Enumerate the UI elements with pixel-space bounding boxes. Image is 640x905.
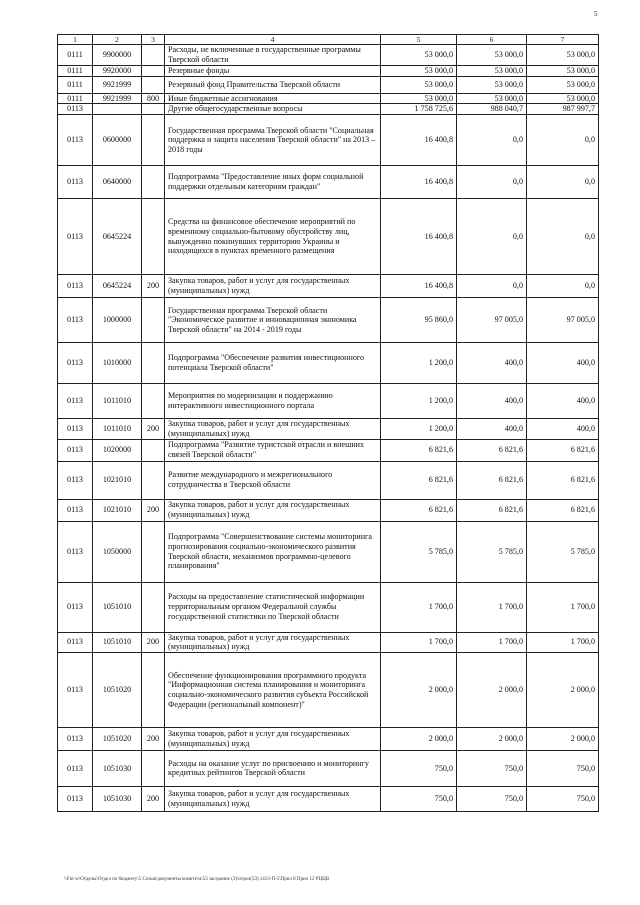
amount-year3-cell: 97 005,0 [527, 298, 599, 343]
expense-type-cell: 200 [142, 419, 165, 439]
amount-year1-cell: 53 000,0 [381, 66, 457, 77]
amount-year3-cell: 6 821,6 [527, 439, 599, 461]
amount-year1-cell: 53 000,0 [381, 45, 457, 66]
target-article-cell: 9921999 [93, 76, 142, 93]
amount-year1-cell: 1 700,0 [381, 582, 457, 632]
amount-year2-cell: 400,0 [457, 384, 527, 419]
table-row [58, 582, 599, 632]
target-article-cell: 1020000 [93, 439, 142, 461]
target-article-cell: 1000000 [93, 298, 142, 343]
item-description-cell: Резервный фонд Правительства Тверской области [165, 76, 381, 93]
target-article-cell: 0640000 [93, 166, 142, 199]
item-description-cell: Закупка товаров, работ и услуг для государственных (муниципальных) нужд [165, 632, 381, 652]
amount-year1-cell: 16 400,8 [381, 115, 457, 166]
amount-year2-cell: 97 005,0 [457, 298, 527, 343]
table-row [58, 521, 599, 582]
amount-year2-cell: 1 700,0 [457, 632, 527, 652]
budget-table [57, 34, 599, 812]
target-article-cell: 1051030 [93, 750, 142, 786]
expense-type-cell [142, 750, 165, 786]
amount-year2-cell: 6 821,6 [457, 439, 527, 461]
amount-year3-cell: 6 821,6 [527, 499, 599, 521]
section-code-cell: 0113 [58, 499, 93, 521]
amount-year1-cell: 6 821,6 [381, 499, 457, 521]
expense-type-cell [142, 343, 165, 384]
table-row [58, 461, 599, 499]
target-article-cell [93, 104, 142, 115]
item-description-cell: Другие общегосударственные вопросы [165, 104, 381, 115]
amount-year1-cell: 750,0 [381, 750, 457, 786]
amount-year1-cell: 95 860,0 [381, 298, 457, 343]
item-description-cell: Подпрограмма "Развитие туристской отрасли и внешних связей Тверской области" [165, 439, 381, 461]
amount-year2-cell: 6 821,6 [457, 499, 527, 521]
section-code-cell: 0113 [58, 582, 93, 632]
amount-year1-cell: 1 700,0 [381, 632, 457, 652]
section-code-cell: 0113 [58, 750, 93, 786]
amount-year2-cell: 750,0 [457, 750, 527, 786]
amount-year2-cell: 53 000,0 [457, 93, 527, 104]
amount-year3-cell: 400,0 [527, 419, 599, 439]
amount-year1-cell: 1 200,0 [381, 384, 457, 419]
target-article-cell: 1051010 [93, 632, 142, 652]
section-code-cell: 0113 [58, 521, 93, 582]
expense-type-cell [142, 652, 165, 727]
column-header: 7 [527, 35, 599, 45]
amount-year3-cell: 53 000,0 [527, 45, 599, 66]
expense-type-cell [142, 45, 165, 66]
target-article-cell: 1021010 [93, 461, 142, 499]
target-article-cell: 1051030 [93, 786, 142, 811]
column-header: 6 [457, 35, 527, 45]
item-description-cell: Подпрограмма "Предоставление иных форм социальной поддержки отдельным категориям граждан" [165, 166, 381, 199]
amount-year3-cell: 53 000,0 [527, 66, 599, 77]
amount-year3-cell: 53 000,0 [527, 76, 599, 93]
expense-type-cell [142, 166, 165, 199]
amount-year2-cell: 400,0 [457, 419, 527, 439]
amount-year1-cell: 1 200,0 [381, 343, 457, 384]
expense-type-cell: 200 [142, 632, 165, 652]
section-code-cell: 0113 [58, 115, 93, 166]
section-code-cell: 0113 [58, 652, 93, 727]
expense-type-cell [142, 582, 165, 632]
table-row [58, 786, 599, 811]
amount-year3-cell: 987 997,7 [527, 104, 599, 115]
target-article-cell: 1021010 [93, 499, 142, 521]
amount-year3-cell: 1 700,0 [527, 582, 599, 632]
amount-year2-cell: 988 040,7 [457, 104, 527, 115]
amount-year2-cell: 0,0 [457, 115, 527, 166]
table-row [58, 727, 599, 750]
section-code-cell: 0111 [58, 93, 93, 104]
table-row [58, 275, 599, 298]
amount-year1-cell: 2 000,0 [381, 727, 457, 750]
table-header-row [58, 35, 599, 45]
column-header: 2 [93, 35, 142, 45]
expense-type-cell [142, 66, 165, 77]
target-article-cell: 9900000 [93, 45, 142, 66]
amount-year2-cell: 53 000,0 [457, 66, 527, 77]
amount-year2-cell: 750,0 [457, 786, 527, 811]
page-number: 5 [594, 10, 598, 18]
amount-year2-cell: 400,0 [457, 343, 527, 384]
section-code-cell: 0113 [58, 199, 93, 275]
section-code-cell: 0113 [58, 384, 93, 419]
table-row [58, 652, 599, 727]
column-header: 3 [142, 35, 165, 45]
item-description-cell: Резервные фонды [165, 66, 381, 77]
column-header: 5 [381, 35, 457, 45]
target-article-cell: 1011010 [93, 384, 142, 419]
target-article-cell: 1011010 [93, 419, 142, 439]
target-article-cell: 1051010 [93, 582, 142, 632]
amount-year3-cell: 400,0 [527, 343, 599, 384]
target-article-cell: 9921999 [93, 93, 142, 104]
table-row [58, 199, 599, 275]
table-row [58, 298, 599, 343]
amount-year1-cell: 53 000,0 [381, 93, 457, 104]
amount-year3-cell: 0,0 [527, 115, 599, 166]
amount-year3-cell: 53 000,0 [527, 93, 599, 104]
column-header: 1 [58, 35, 93, 45]
target-article-cell: 0645224 [93, 199, 142, 275]
amount-year3-cell: 2 000,0 [527, 727, 599, 750]
target-article-cell: 0645224 [93, 275, 142, 298]
amount-year3-cell: 400,0 [527, 384, 599, 419]
table-row [58, 45, 599, 66]
target-article-cell: 1051020 [93, 652, 142, 727]
expense-type-cell [142, 439, 165, 461]
table-row [58, 750, 599, 786]
expense-type-cell: 800 [142, 93, 165, 104]
section-code-cell: 0113 [58, 786, 93, 811]
table-row [58, 343, 599, 384]
item-description-cell: Расходы, не включенные в государственные программы Тверской области [165, 45, 381, 66]
table-row [58, 166, 599, 199]
table-row [58, 632, 599, 652]
amount-year2-cell: 1 700,0 [457, 582, 527, 632]
section-code-cell: 0113 [58, 632, 93, 652]
item-description-cell: Подпрограмма "Совершенствование системы мониторинга прогнозирования социально-экономического развития Тверской области, механизмов программно-целевого планирования" [165, 521, 381, 582]
item-description-cell: Подпрограмма "Обеспечение развития инвестиционного потенциала Тверской области" [165, 343, 381, 384]
expense-type-cell [142, 199, 165, 275]
target-article-cell: 1050000 [93, 521, 142, 582]
amount-year1-cell: 5 785,0 [381, 521, 457, 582]
amount-year1-cell: 6 821,6 [381, 461, 457, 499]
item-description-cell: Обеспечение функционирования программного продукта "Информационная система планирования и мониторинга социально-экономического развития субъекта Российской Федерации (региональный компонент)" [165, 652, 381, 727]
table-row [58, 76, 599, 93]
item-description-cell: Мероприятия по модернизации и поддержанию интерактивного инвестиционного портала [165, 384, 381, 419]
section-code-cell: 0111 [58, 45, 93, 66]
amount-year2-cell: 0,0 [457, 166, 527, 199]
table-row [58, 104, 599, 115]
item-description-cell: Закупка товаров, работ и услуг для государственных (муниципальных) нужд [165, 786, 381, 811]
amount-year2-cell: 2 000,0 [457, 727, 527, 750]
target-article-cell: 1051020 [93, 727, 142, 750]
amount-year1-cell: 750,0 [381, 786, 457, 811]
amount-year1-cell: 1 758 725,6 [381, 104, 457, 115]
section-code-cell: 0111 [58, 76, 93, 93]
expense-type-cell [142, 76, 165, 93]
section-code-cell: 0113 [58, 343, 93, 384]
amount-year1-cell: 16 400,8 [381, 275, 457, 298]
table-row [58, 66, 599, 77]
item-description-cell: Государственная программа Тверской области "Социальная поддержка и защита населения Тверской области" на 2013 – 2018 годы [165, 115, 381, 166]
item-description-cell: Расходы на оказание услуг по присвоению и мониторингу кредитных рейтингов Тверской области [165, 750, 381, 786]
section-code-cell: 0113 [58, 104, 93, 115]
amount-year3-cell: 0,0 [527, 275, 599, 298]
table-row [58, 499, 599, 521]
amount-year2-cell: 5 785,0 [457, 521, 527, 582]
amount-year1-cell: 16 400,8 [381, 166, 457, 199]
table-row [58, 384, 599, 419]
amount-year3-cell: 750,0 [527, 786, 599, 811]
amount-year3-cell: 0,0 [527, 166, 599, 199]
amount-year1-cell: 53 000,0 [381, 76, 457, 93]
amount-year2-cell: 53 000,0 [457, 76, 527, 93]
target-article-cell: 1010000 [93, 343, 142, 384]
amount-year2-cell: 6 821,6 [457, 461, 527, 499]
amount-year2-cell: 53 000,0 [457, 45, 527, 66]
item-description-cell: Закупка товаров, работ и услуг для государственных (муниципальных) нужд [165, 499, 381, 521]
target-article-cell: 9920000 [93, 66, 142, 77]
file-path-footer: \\Fin-w\Отделы\Отдел по бюджету\5 Созыв\документы комитета\53 заседание (3)\отдел(53) 1413-П-5\Прил 8 Прил 12 РЦЦВ [64, 877, 330, 882]
expense-type-cell [142, 461, 165, 499]
table-row [58, 439, 599, 461]
amount-year1-cell: 2 000,0 [381, 652, 457, 727]
expense-type-cell [142, 115, 165, 166]
target-article-cell: 0600000 [93, 115, 142, 166]
amount-year3-cell: 6 821,6 [527, 461, 599, 499]
column-header: 4 [165, 35, 381, 45]
amount-year2-cell: 2 000,0 [457, 652, 527, 727]
amount-year3-cell: 1 700,0 [527, 632, 599, 652]
item-description-cell: Закупка товаров, работ и услуг для государственных (муниципальных) нужд [165, 727, 381, 750]
amount-year3-cell: 5 785,0 [527, 521, 599, 582]
expense-type-cell [142, 104, 165, 115]
amount-year1-cell: 1 200,0 [381, 419, 457, 439]
amount-year2-cell: 0,0 [457, 275, 527, 298]
item-description-cell: Закупка товаров, работ и услуг для государственных (муниципальных) нужд [165, 419, 381, 439]
amount-year3-cell: 2 000,0 [527, 652, 599, 727]
expense-type-cell [142, 521, 165, 582]
item-description-cell: Расходы на предоставление статистической информации территориальным органом Федеральной службы государственной статистики по Тверской области [165, 582, 381, 632]
section-code-cell: 0113 [58, 275, 93, 298]
amount-year1-cell: 16 400,8 [381, 199, 457, 275]
table-row [58, 93, 599, 104]
expense-type-cell: 200 [142, 786, 165, 811]
table-row [58, 419, 599, 439]
amount-year3-cell: 0,0 [527, 199, 599, 275]
expense-type-cell [142, 384, 165, 419]
amount-year1-cell: 6 821,6 [381, 439, 457, 461]
expense-type-cell [142, 298, 165, 343]
item-description-cell: Средства на финансовое обеспечение мероприятий по временному социально-бытовому обустройству лиц, вынужденно покинувших территорию Украины и находящихся в пунктах временного размещения [165, 199, 381, 275]
section-code-cell: 0113 [58, 419, 93, 439]
section-code-cell: 0113 [58, 166, 93, 199]
item-description-cell: Иные бюджетные ассигнования [165, 93, 381, 104]
section-code-cell: 0113 [58, 461, 93, 499]
section-code-cell: 0113 [58, 298, 93, 343]
expense-type-cell: 200 [142, 275, 165, 298]
section-code-cell: 0111 [58, 66, 93, 77]
item-description-cell: Закупка товаров, работ и услуг для государственных (муниципальных) нужд [165, 275, 381, 298]
item-description-cell: Государственная программа Тверской области "Экономическое развитие и инновационная экономика Тверской области" на 2014 - 2019 годы [165, 298, 381, 343]
section-code-cell: 0113 [58, 727, 93, 750]
amount-year3-cell: 750,0 [527, 750, 599, 786]
item-description-cell: Развитие международного и межрегионального сотрудничества в Тверской области [165, 461, 381, 499]
expense-type-cell: 200 [142, 499, 165, 521]
section-code-cell: 0113 [58, 439, 93, 461]
amount-year2-cell: 0,0 [457, 199, 527, 275]
expense-type-cell: 200 [142, 727, 165, 750]
table-row [58, 115, 599, 166]
